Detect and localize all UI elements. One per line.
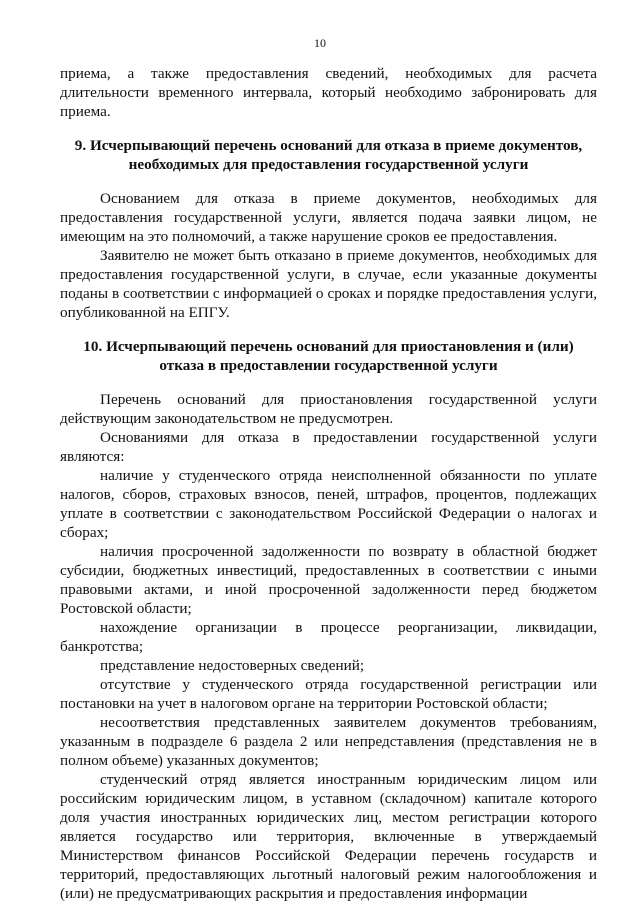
continuation-paragraph: приема, а также предоставления сведений, необходимых для расчета длительности временного интервала, который необходимо забронировать для приема.: [60, 65, 597, 120]
refusal-ground-item: несоответствия представленных заявителем документов требованиям, указанным в подразделе 6 раздела 2 или непредставления (представления не в полном объеме) указанных документов;: [60, 714, 597, 769]
refusal-ground-item: студенческий отряд является иностранным юридическим лицом или российским юридическим лицом, в уставном (складочном) капитале которого доля участия иностранных юридических лиц, местом регистрации которого является государство или территория, включенные в утверждаемый Министерством финансов Российской Федерации перечень государств и территорий, предоставляющих льготный налоговый режим налогообложения и (или) не предусматривающих раскрытия и предоставления информации: [60, 771, 597, 902]
section-10-paragraph: Основаниями для отказа в предоставлении государственной услуги являются:: [60, 429, 597, 465]
section-10-paragraph: Перечень оснований для приостановления государственной услуги действующим законодательством не предусмотрен.: [60, 391, 597, 427]
section-10-heading: 10. Исчерпывающий перечень оснований для приостановления и (или) отказа в предоставлении государственной услуги: [83, 338, 574, 374]
section-9-paragraph: Основанием для отказа в приеме документов, необходимых для предоставления государственной услуги, является подача заявки лицом, не имеющим на это полномочий, а также нарушение сроков ее предоставления.: [60, 190, 597, 245]
refusal-ground-item: представление недостоверных сведений;: [100, 657, 365, 674]
refusal-ground-item: отсутствие у студенческого отряда государственной регистрации или постановки на учет в налоговом органе на территории Ростовской области;: [60, 676, 597, 712]
section-9-heading: 9. Исчерпывающий перечень оснований для отказа в приеме документов, необходимых для предоставления государственной услуги: [74, 137, 583, 173]
page-number: 10: [314, 36, 326, 50]
section-9-paragraph: Заявителю не может быть отказано в приеме документов, необходимых для предоставления государственной услуги, в случае, если указанные документы поданы в соответствии с информацией о сроках и порядке предоставления услуги, опубликованной на ЕПГУ.: [60, 247, 597, 321]
refusal-ground-item: наличия просроченной задолженности по возврату в областной бюджет субсидии, бюджетных инвестиций, предоставленных в соответствии с иными правовыми актами, и иной просроченной задолженности перед бюджетом Ростовской области;: [60, 543, 597, 617]
refusal-ground-item: нахождение организации в процессе реорганизации, ликвидации, банкротства;: [60, 619, 597, 655]
refusal-ground-item: наличие у студенческого отряда неисполненной обязанности по уплате налогов, сборов, страховых взносов, пеней, штрафов, процентов, подлежащих уплате в соответствии с законодательством Российской Федерации о налогах и сборах;: [60, 467, 597, 541]
document-body: [60, 64, 597, 903]
